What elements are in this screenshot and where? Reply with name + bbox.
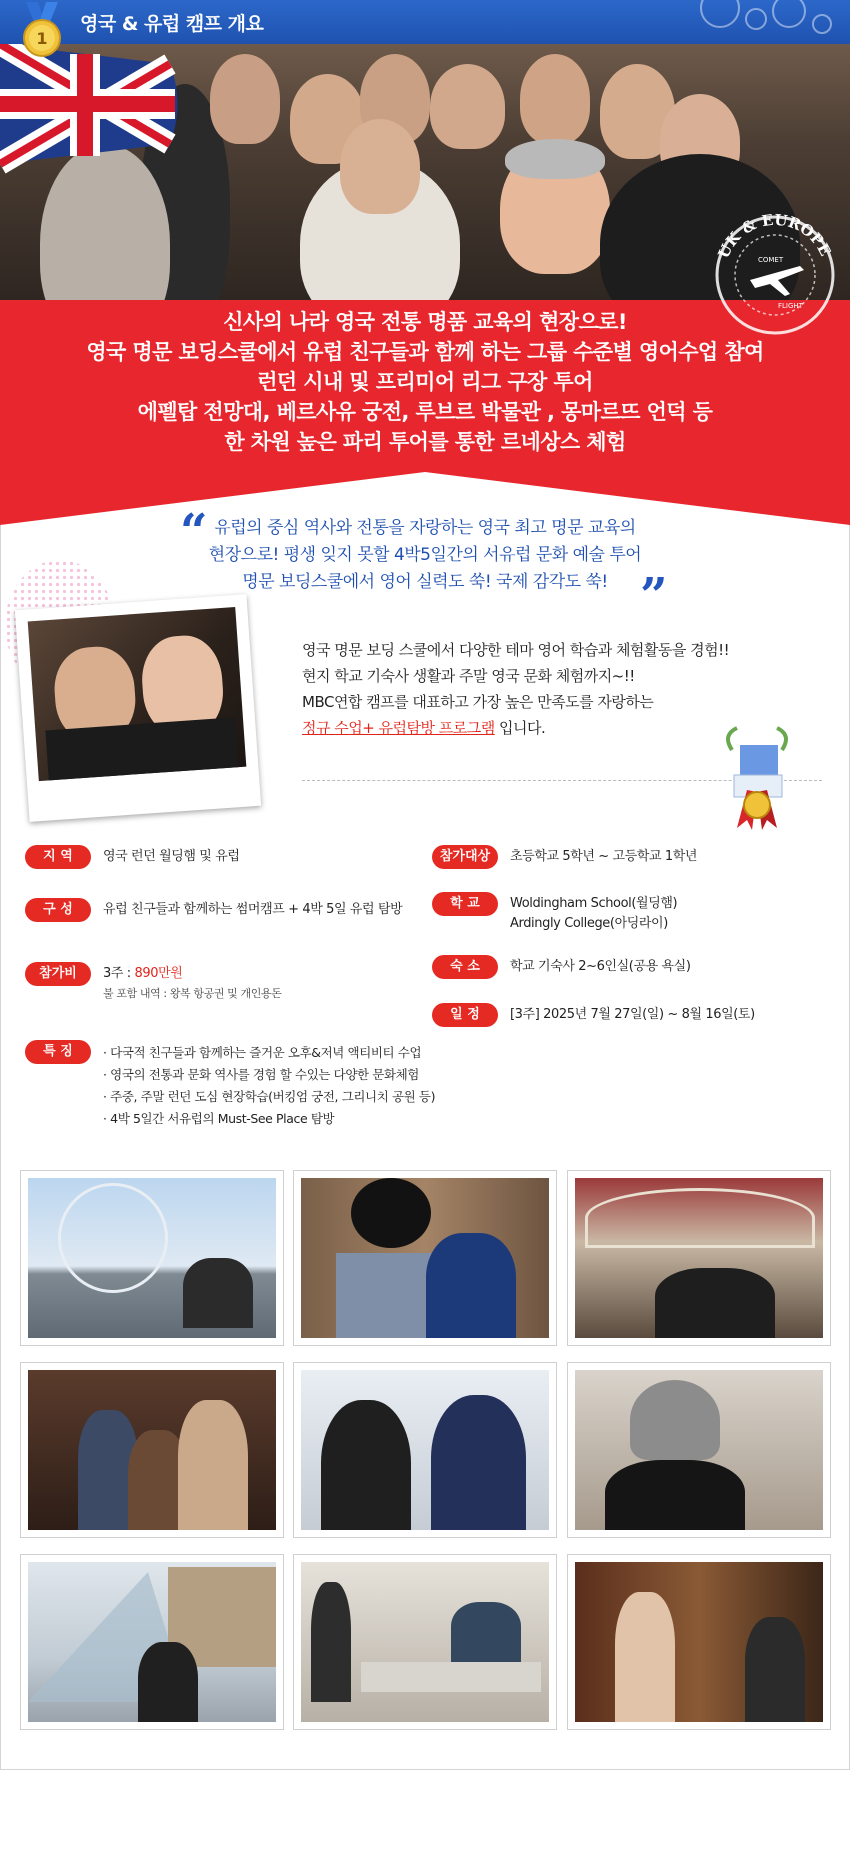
svg-text:FLIGHT: FLIGHT xyxy=(778,302,803,310)
section-header xyxy=(0,0,850,44)
intro-quote xyxy=(180,515,670,596)
value-composition: 유럽 친구들과 함께하는 썸머캠프 + 4박 5일 유럽 탐방 xyxy=(103,902,403,917)
description-line: 영국 명문 보딩 스쿨에서 다양한 테마 영어 학습과 체험활동을 경험!! xyxy=(302,641,730,659)
svg-text:COMET: COMET xyxy=(758,256,784,264)
quote-line: 명문 보딩스쿨에서 영어 실력도 쑥! 국제 감각도 쑥! xyxy=(242,572,608,592)
gallery-photo-classroom-girls xyxy=(293,1362,557,1538)
gallery-photo-london-eye xyxy=(20,1170,284,1346)
banner-line: 한 차원 높은 파리 투어를 통한 르네상스 체험 xyxy=(224,430,626,454)
quote-line: 현장으로! 평생 잊지 못할 4박5일간의 서유럽 문화 예술 투어 xyxy=(208,545,642,565)
medal-number: 1 xyxy=(36,29,48,48)
quote-line: 유럽의 중심 역사와 전통을 자랑하는 영국 최고 명문 교육의 xyxy=(214,518,636,538)
info-lodging xyxy=(432,955,691,979)
gallery-photo-knight-helmet xyxy=(567,1362,831,1538)
label-fee: 참가비 xyxy=(25,962,91,986)
info-school xyxy=(432,892,677,934)
fee-note: 불 포함 내역 : 왕복 항공권 및 개인용돈 xyxy=(103,987,282,1000)
gallery-photo-kitchen-class xyxy=(293,1554,557,1730)
fee-amount: 890만원 xyxy=(134,966,183,981)
info-schedule xyxy=(432,1003,755,1027)
uk-europe-stamp-icon xyxy=(700,200,850,350)
school-2: Ardingly College(아딩라이) xyxy=(510,916,668,931)
value-fee xyxy=(103,962,281,1004)
feature-item: · 4박 5일간 서유럽의 Must-See Place 탐방 xyxy=(103,1108,435,1130)
open-quote-icon: “ xyxy=(180,504,208,560)
label-target: 참가대상 xyxy=(432,845,498,869)
description-suffix: 입니다. xyxy=(494,719,546,737)
feature-item: · 다국적 친구들과 함께하는 즐거운 오후&저녁 액티비티 수업 xyxy=(103,1042,435,1064)
banner-line: 런던 시내 및 프리미어 리그 구장 투어 xyxy=(257,370,593,394)
gallery-photo-market-hall xyxy=(567,1170,831,1346)
gallery-photo-louvre xyxy=(20,1554,284,1730)
svg-text:UK & EUROPE: UK & EUROPE xyxy=(714,210,835,262)
info-region xyxy=(25,845,240,869)
value-target: 초등학교 5학년 ~ 고등학교 1학년 xyxy=(510,849,698,864)
info-composition xyxy=(25,898,402,922)
school-1: Woldingham School(월딩햄) xyxy=(510,896,678,911)
description-line: MBC연합 캠프를 대표하고 가장 높은 만족도를 자랑하는 xyxy=(302,693,654,711)
label-composition: 구 성 xyxy=(25,898,91,922)
banner-line: 영국 명문 보딩스쿨에서 유럽 친구들과 함께 하는 그룹 수준별 영어수업 참여 xyxy=(86,340,764,364)
description-line: 현지 학교 기숙사 생활과 주말 영국 문화 체험까지~!! xyxy=(302,667,635,685)
uk-flag-icon xyxy=(0,44,190,184)
value-lodging: 학교 기숙사 2~6인실(공용 욕실) xyxy=(510,959,691,974)
label-features: 특 징 xyxy=(25,1040,91,1064)
banner-line: 에펠탑 전망대, 베르사유 궁전, 루브르 박물관 , 몽마르뜨 언덕 등 xyxy=(137,400,713,424)
gallery-photo-royal-guard xyxy=(293,1170,557,1346)
info-features xyxy=(25,1040,435,1130)
program-description xyxy=(302,637,742,741)
label-region: 지 역 xyxy=(25,845,91,869)
gallery-photo-chocolate-shop xyxy=(567,1554,831,1730)
info-fee xyxy=(25,962,281,1004)
program-highlight: 정규 수업+ 유럽탐방 프로그램 xyxy=(302,719,495,737)
medal-icon xyxy=(18,2,66,58)
banner-line: 신사의 나라 영국 전통 명품 교육의 현장으로! xyxy=(223,310,627,334)
label-lodging: 숙 소 xyxy=(432,955,498,979)
label-school: 학 교 xyxy=(432,892,498,916)
info-target xyxy=(432,845,697,869)
feature-item: · 주중, 주말 런던 도심 현장학습(버킹엄 궁전, 그리니치 공원 등) xyxy=(103,1086,435,1108)
value-schedule: [3주] 2025년 7월 27일(일) ~ 8월 16일(토) xyxy=(510,1007,755,1022)
gallery-photo-costume xyxy=(20,1362,284,1538)
section-title: 영국 & 유럽 캠프 개요 xyxy=(80,13,264,35)
label-schedule: 일 정 xyxy=(432,1003,498,1027)
features-list xyxy=(103,1040,435,1130)
value-region: 영국 런던 월딩햄 및 유럽 xyxy=(103,849,240,864)
student-photo-polaroid xyxy=(15,594,261,822)
feature-item: · 영국의 전통과 문화 역사를 경험 할 수있는 다양한 문화체험 xyxy=(103,1064,435,1086)
fee-prefix: 3주 : xyxy=(103,966,135,981)
value-school xyxy=(510,892,677,934)
trophy-icon xyxy=(712,720,802,835)
close-quote-icon: ” xyxy=(640,568,668,624)
